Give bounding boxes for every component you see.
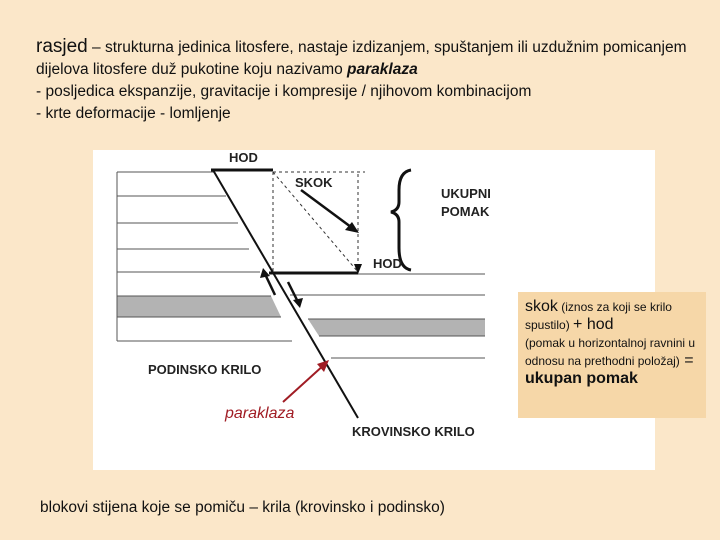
label-pomak: POMAK [441, 204, 490, 219]
bottom-caption: blokovi stijena koje se pomiču – krila (krovinsko i podinsko) [40, 499, 445, 516]
definition-text: – strukturna jedinica litosfere, nastaje izdizanjem, spuštanjem ili uzdužnim pomicanjem dijelova litosfere duž pukotine koju nazivamo [36, 39, 687, 78]
label-paraklaza: paraklaza [225, 405, 295, 422]
label-krovinsko-krilo: KROVINSKO KRILO [352, 424, 475, 439]
note-equals: = [679, 352, 694, 369]
note-hod-desc: (pomak u horizontalnoj ravnini u odnosu na prethodni položaj) [525, 336, 696, 368]
podinsko-gray-layer [117, 296, 281, 317]
note-result: ukupan pomak [525, 370, 638, 387]
definition-line [36, 36, 716, 81]
krovinsko-layer-lines [272, 274, 485, 358]
label-skok: SKOK [295, 175, 333, 190]
label-podinsko-krilo: PODINSKO KRILO [148, 362, 262, 377]
term-paraklaza: paraklaza [347, 61, 418, 78]
brace [391, 170, 411, 270]
paraklaza-arrow [283, 364, 325, 402]
bullet-cause: - posljedica ekspanzije, gravitacije i kompresije / njihovom kombinacijom [36, 83, 532, 100]
bullet-deformation: - krte deformacije - lomljenje [36, 105, 231, 122]
note-skok-desc: (iznos za koji se krilo spustilo) [525, 300, 672, 332]
krovinsko-gray-layer [308, 319, 485, 336]
skok-arrow [301, 190, 355, 230]
term-rasjed: rasjed [36, 36, 88, 57]
label-hod-mid: HOD [373, 256, 402, 271]
label-ukupni: UKUPNI [441, 186, 491, 201]
note-hod: hod [582, 316, 614, 333]
displacement-note [518, 292, 706, 418]
motion-arrow-up [265, 274, 275, 295]
fault-plane [213, 170, 358, 418]
label-hod-top: HOD [229, 150, 258, 165]
note-skok: skok [525, 298, 558, 315]
intro-text [36, 36, 716, 125]
note-plus: + [573, 316, 583, 333]
